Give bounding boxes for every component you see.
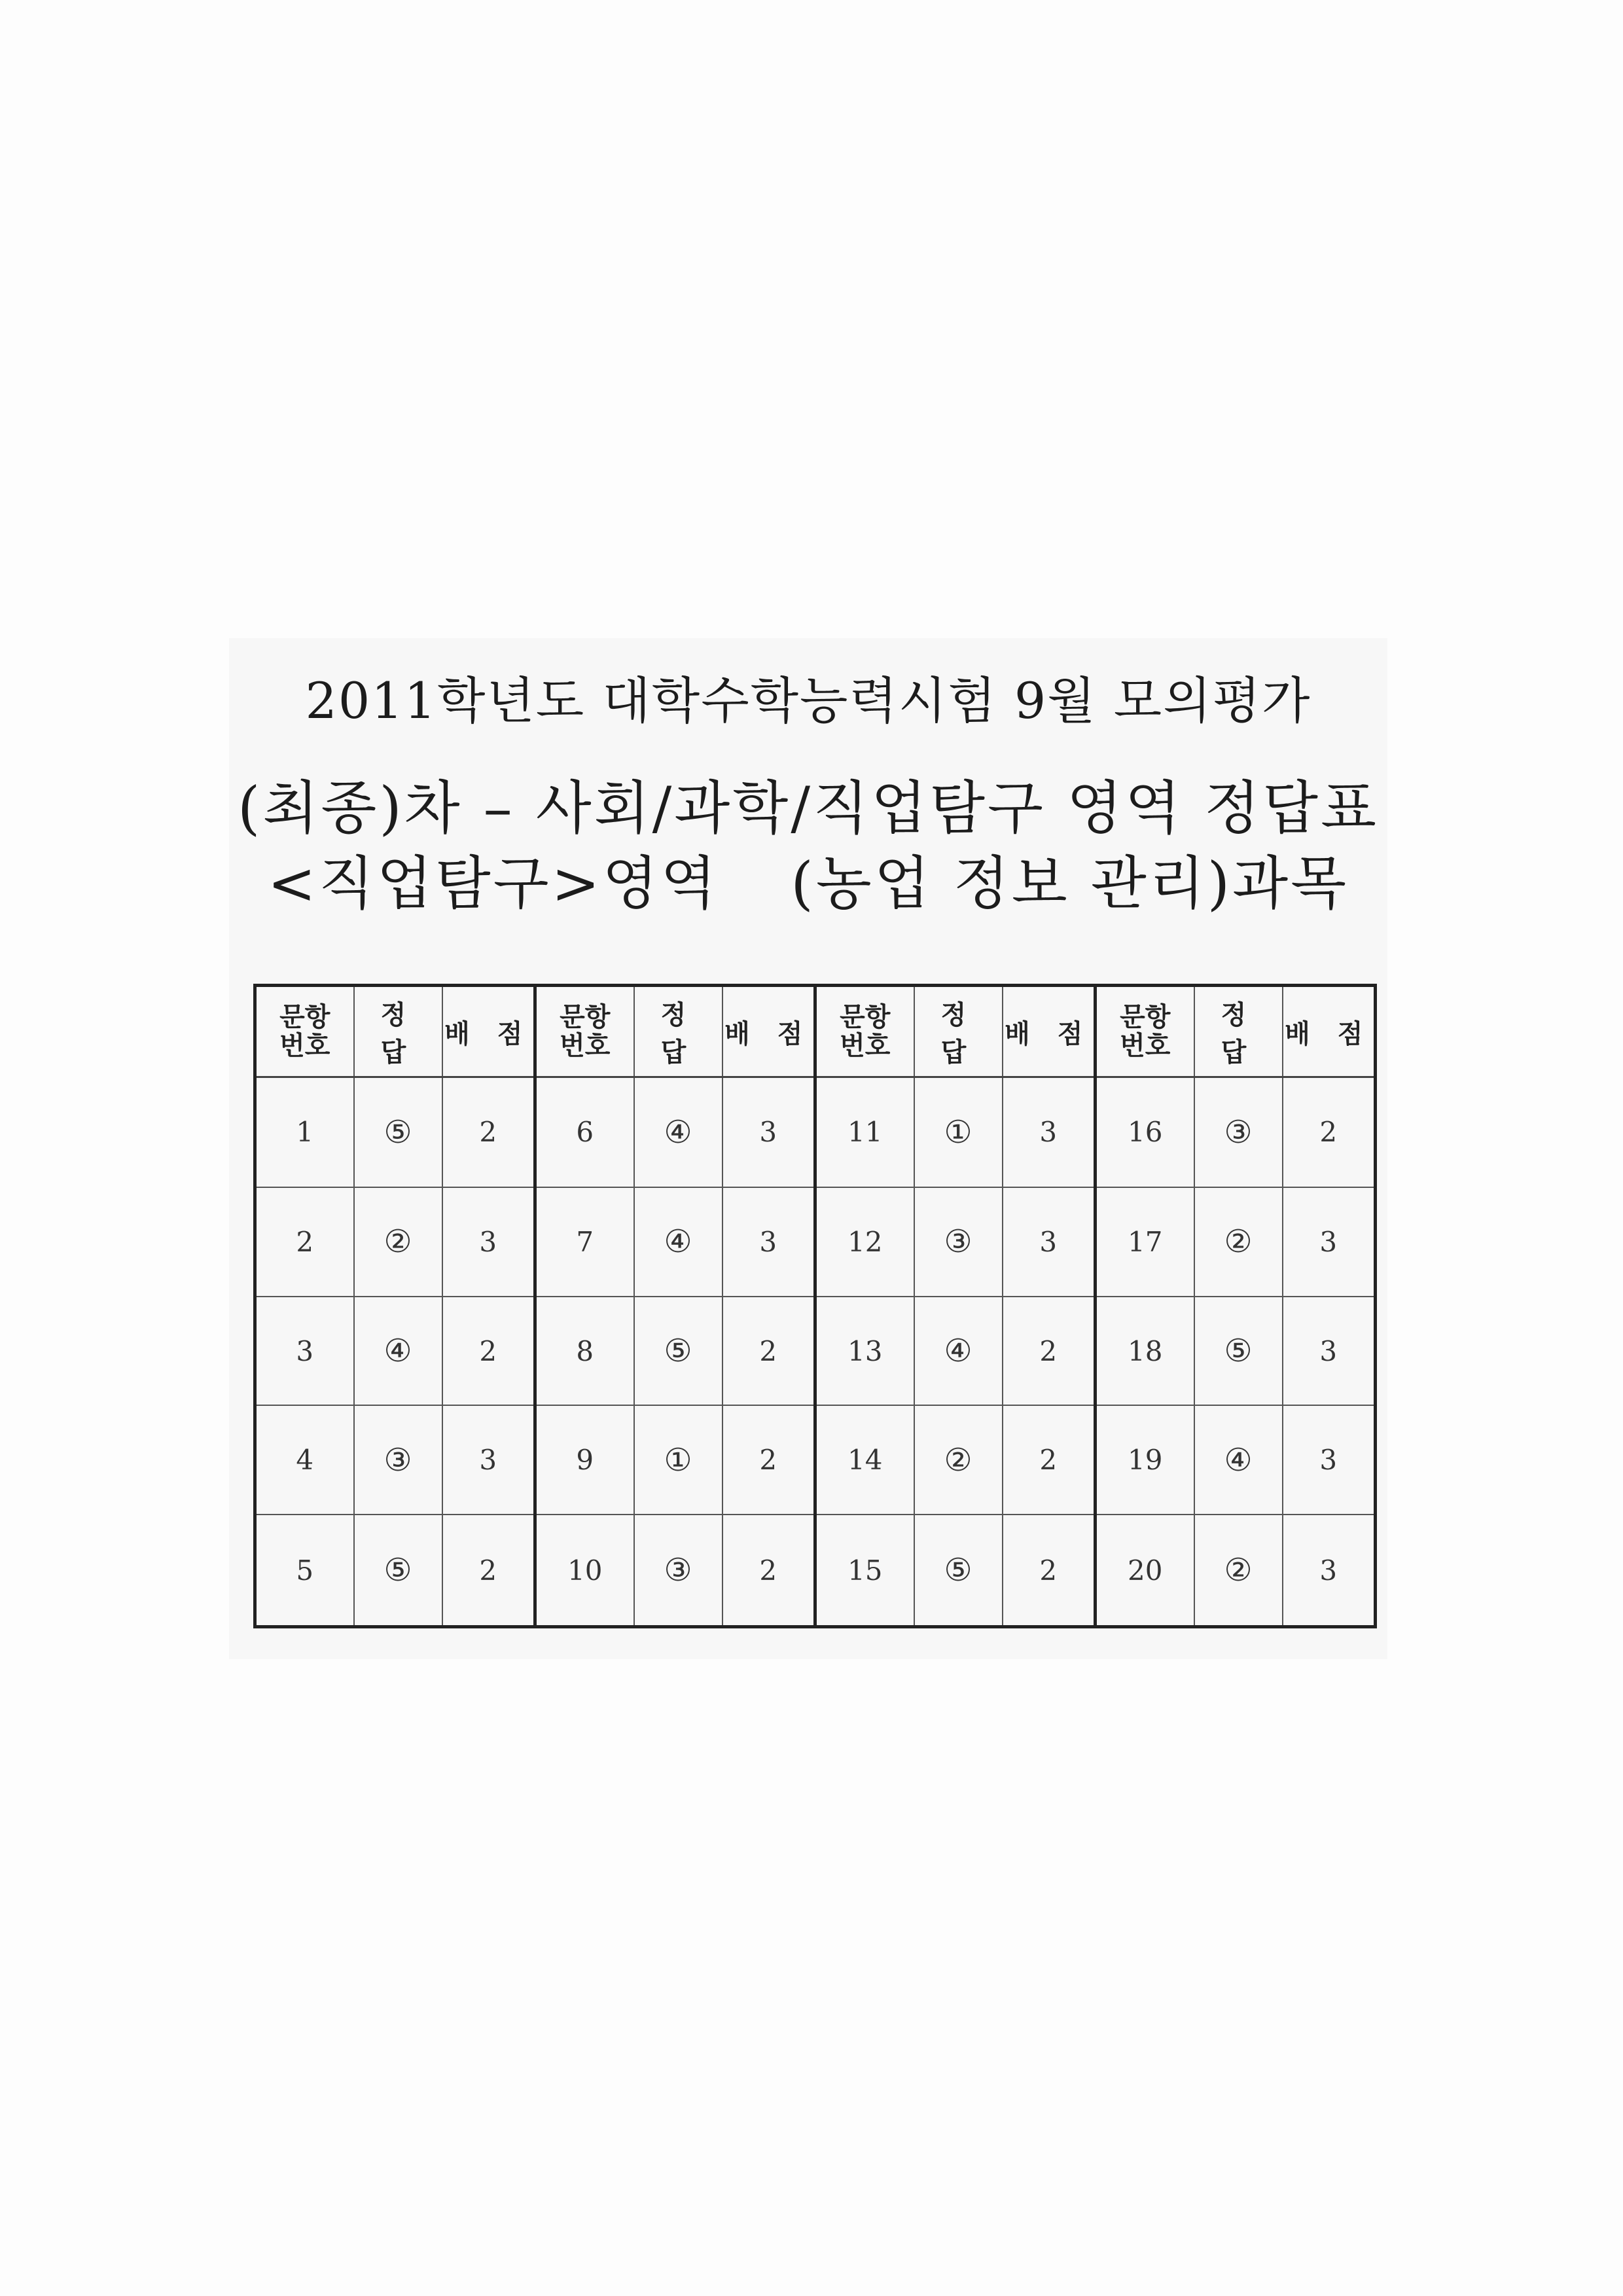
- question-number: 7: [535, 1187, 634, 1297]
- subject-label: (농업 정보 관리)과목: [791, 850, 1349, 917]
- answer-value: ⑤: [1194, 1297, 1283, 1406]
- question-number: 12: [815, 1187, 914, 1297]
- question-number: 5: [255, 1515, 354, 1626]
- question-number-header: 문항 번호: [535, 986, 634, 1077]
- points-value: 3: [722, 1187, 815, 1297]
- points-value: 3: [722, 1077, 815, 1187]
- question-number-header: 문항 번호: [1096, 986, 1194, 1077]
- question-number: 15: [815, 1515, 914, 1626]
- table-row: [255, 1297, 1376, 1406]
- question-number: 6: [535, 1077, 634, 1187]
- points-value: 2: [1003, 1515, 1096, 1626]
- question-number: 16: [1096, 1077, 1194, 1187]
- points-value: 2: [722, 1405, 815, 1515]
- question-number: 2: [255, 1187, 354, 1297]
- points-value: 2: [1003, 1297, 1096, 1406]
- question-number: 4: [255, 1405, 354, 1515]
- answer-value: ③: [914, 1187, 1003, 1297]
- table-row: [255, 1405, 1376, 1515]
- answer-value: ④: [1194, 1405, 1283, 1515]
- answer-value: ②: [354, 1187, 442, 1297]
- question-number-header: 문항 번호: [815, 986, 914, 1077]
- points-value: 2: [1003, 1405, 1096, 1515]
- question-number: 18: [1096, 1297, 1194, 1406]
- question-number: 19: [1096, 1405, 1194, 1515]
- points-value: 3: [1283, 1515, 1376, 1626]
- answer-value: ④: [634, 1187, 722, 1297]
- answer-value: ③: [634, 1515, 722, 1626]
- answer-header: 정 답: [634, 986, 722, 1077]
- answer-value: ⑤: [914, 1515, 1003, 1626]
- table-row: [255, 1187, 1376, 1297]
- points-value: 2: [442, 1515, 535, 1626]
- points-value: 3: [1283, 1187, 1376, 1297]
- table-row: [255, 1077, 1376, 1187]
- question-number: 8: [535, 1297, 634, 1406]
- answer-value: ④: [914, 1297, 1003, 1406]
- points-header: 배 점: [1283, 986, 1376, 1077]
- table-header-row: [255, 986, 1376, 1077]
- question-number: 3: [255, 1297, 354, 1406]
- answer-header: 정 답: [1194, 986, 1283, 1077]
- table-row: [255, 1515, 1376, 1626]
- answer-value: ③: [354, 1405, 442, 1515]
- answer-value: ①: [634, 1405, 722, 1515]
- points-value: 3: [1003, 1187, 1096, 1297]
- points-value: 2: [442, 1297, 535, 1406]
- answer-value: ②: [1194, 1187, 1283, 1297]
- points-value: 3: [442, 1405, 535, 1515]
- question-number: 20: [1096, 1515, 1194, 1626]
- answer-key-table: [253, 984, 1377, 1628]
- question-number: 11: [815, 1077, 914, 1187]
- points-value: 2: [722, 1297, 815, 1406]
- answer-value: ①: [914, 1077, 1003, 1187]
- exam-title: 2011학년도 대학수학능력시험 9월 모의평가: [305, 672, 1311, 730]
- points-value: 3: [1283, 1405, 1376, 1515]
- answer-value: ③: [1194, 1077, 1283, 1187]
- answer-value: ②: [1194, 1515, 1283, 1626]
- points-value: 2: [442, 1077, 535, 1187]
- answer-value: ⑤: [354, 1077, 442, 1187]
- question-number: 14: [815, 1405, 914, 1515]
- question-number: 13: [815, 1297, 914, 1406]
- answer-value: ⑤: [634, 1297, 722, 1406]
- points-value: 3: [1003, 1077, 1096, 1187]
- question-number: 17: [1096, 1187, 1194, 1297]
- points-value: 3: [1283, 1297, 1376, 1406]
- answer-value: ⑤: [354, 1515, 442, 1626]
- answer-key-title: (최종)차 – 사회/과학/직업탐구 영역 정답표: [238, 774, 1379, 842]
- question-number: 1: [255, 1077, 354, 1187]
- points-value: 2: [1283, 1077, 1376, 1187]
- answer-value: ②: [914, 1405, 1003, 1515]
- answer-value: ④: [634, 1077, 722, 1187]
- points-value: 2: [722, 1515, 815, 1626]
- answer-header: 정 답: [914, 986, 1003, 1077]
- subject-title: [229, 838, 1387, 920]
- answer-header: 정 답: [354, 986, 442, 1077]
- points-value: 3: [442, 1187, 535, 1297]
- points-header: 배 점: [442, 986, 535, 1077]
- question-number: 10: [535, 1515, 634, 1626]
- area-label: <직업탐구>영역: [267, 850, 719, 917]
- question-number-header: 문항 번호: [255, 986, 354, 1077]
- question-number: 9: [535, 1405, 634, 1515]
- points-header: 배 점: [722, 986, 815, 1077]
- answer-value: ④: [354, 1297, 442, 1406]
- points-header: 배 점: [1003, 986, 1096, 1077]
